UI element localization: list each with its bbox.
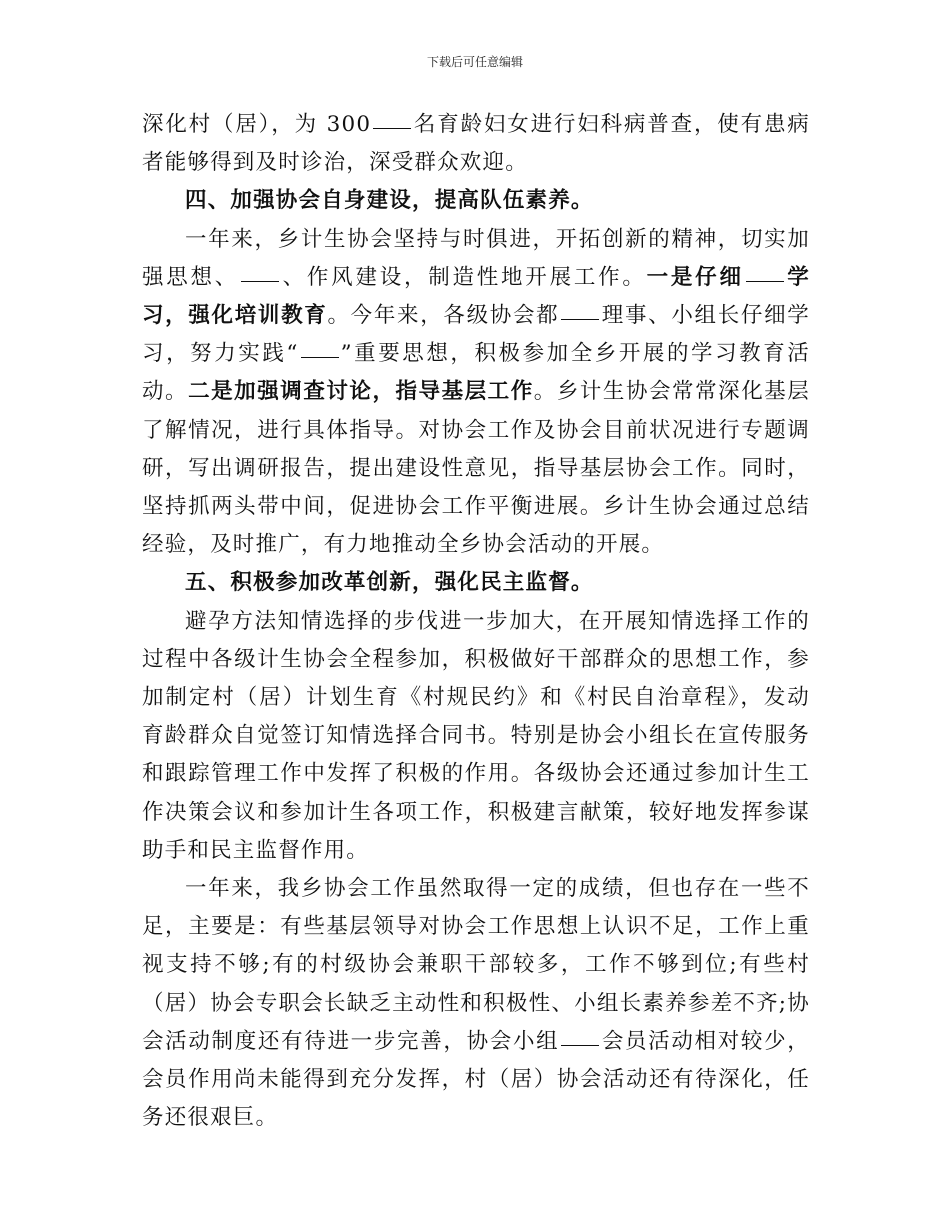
bold-text: 学习，强化培训教育 xyxy=(142,264,810,329)
text-run: 、作风建设，制造性地开展工作。 xyxy=(281,264,647,290)
section-heading xyxy=(142,564,810,602)
text-run: 理事、小组长仔细学习，努力实践“ xyxy=(142,303,810,367)
body-paragraph xyxy=(142,870,810,1137)
document-body xyxy=(142,106,810,1137)
body-paragraph xyxy=(142,106,810,182)
body-paragraph xyxy=(142,603,810,870)
fill-in-blank xyxy=(561,318,599,320)
body-paragraph xyxy=(142,221,810,565)
fill-in-blank xyxy=(373,127,411,129)
text-run: 一年来，我乡协会工作虽然取得一定的成绩，但也存在一些不足，主要是：有些基层领导对协会工作思想上认识不足，工作上重视支持不够;有的村级协会兼职干部较多，工作不够到位;有些村（居）协会专职会长缺乏主动性和积极性、小组长素养参差不齐;协会活动制度还有待进一步完善，协会小组 xyxy=(142,876,810,1054)
text-run: 。乡计生协会常常深化基层了解情况，进行具体指导。对协会工作及协会目前状况进行专题调研，写出调研报告，提出建设性意见，指导基层协会工作。同时，坚持抓两头带中间，促进协会工作平衡进展。乡计生协会通过总结经验，及时推广，有力地推动全乡协会活动的开展。 xyxy=(142,379,810,558)
fill-in-blank xyxy=(241,280,279,282)
text-run: 。今年来，各级协会都 xyxy=(327,303,560,329)
text-run: 深化村（居），为 300 xyxy=(142,112,372,137)
text-run: 四、加强协会自身建设，提高队伍素养。 xyxy=(185,188,594,214)
text-run: 会员活动相对较少，会员作用尚未能得到充分发挥，村（居）协会活动还有待深化，任务还很艰巨。 xyxy=(142,1028,810,1131)
text-run: ”重要思想，积极参加全乡开展的学习教育活动。 xyxy=(142,341,810,405)
bold-text: 一是仔细 xyxy=(646,264,744,290)
fill-in-blank xyxy=(561,1044,599,1046)
text-run: 名育龄妇女进行妇科病普查，使有患病者能够得到及时诊治，深受群众欢迎。 xyxy=(142,112,810,176)
text-run: 避孕方法知情选择的步伐进一步加大，在开展知情选择工作的过程中各级计生协会全程参加，积极做好干部群众的思想工作，参加制定村（居）计划生育《村规民约》和《村民自治章程》，发动育龄群众自觉签订知情选择合同书。特别是协会小组长在宣传服务和跟踪管理工作中发挥了积极的作用。各级协会还通过参加计生工作决策会议和参加计生各项工作，积极建言献策，较好地发挥参谋助手和民主监督作用。 xyxy=(142,608,810,863)
text-run: 一年来，乡计生协会坚持与时俱进，开拓创新的精神，切实加强思想、 xyxy=(142,226,810,290)
fill-in-blank xyxy=(301,356,339,358)
text-run: 五、积极参加改革创新，强化民主监督。 xyxy=(185,570,594,596)
page-header: 下载后可任意编辑 xyxy=(426,55,523,69)
fill-in-blank xyxy=(746,280,784,282)
bold-text: 二是加强调查讨论，指导基层工作 xyxy=(188,379,534,405)
section-heading xyxy=(142,182,810,220)
